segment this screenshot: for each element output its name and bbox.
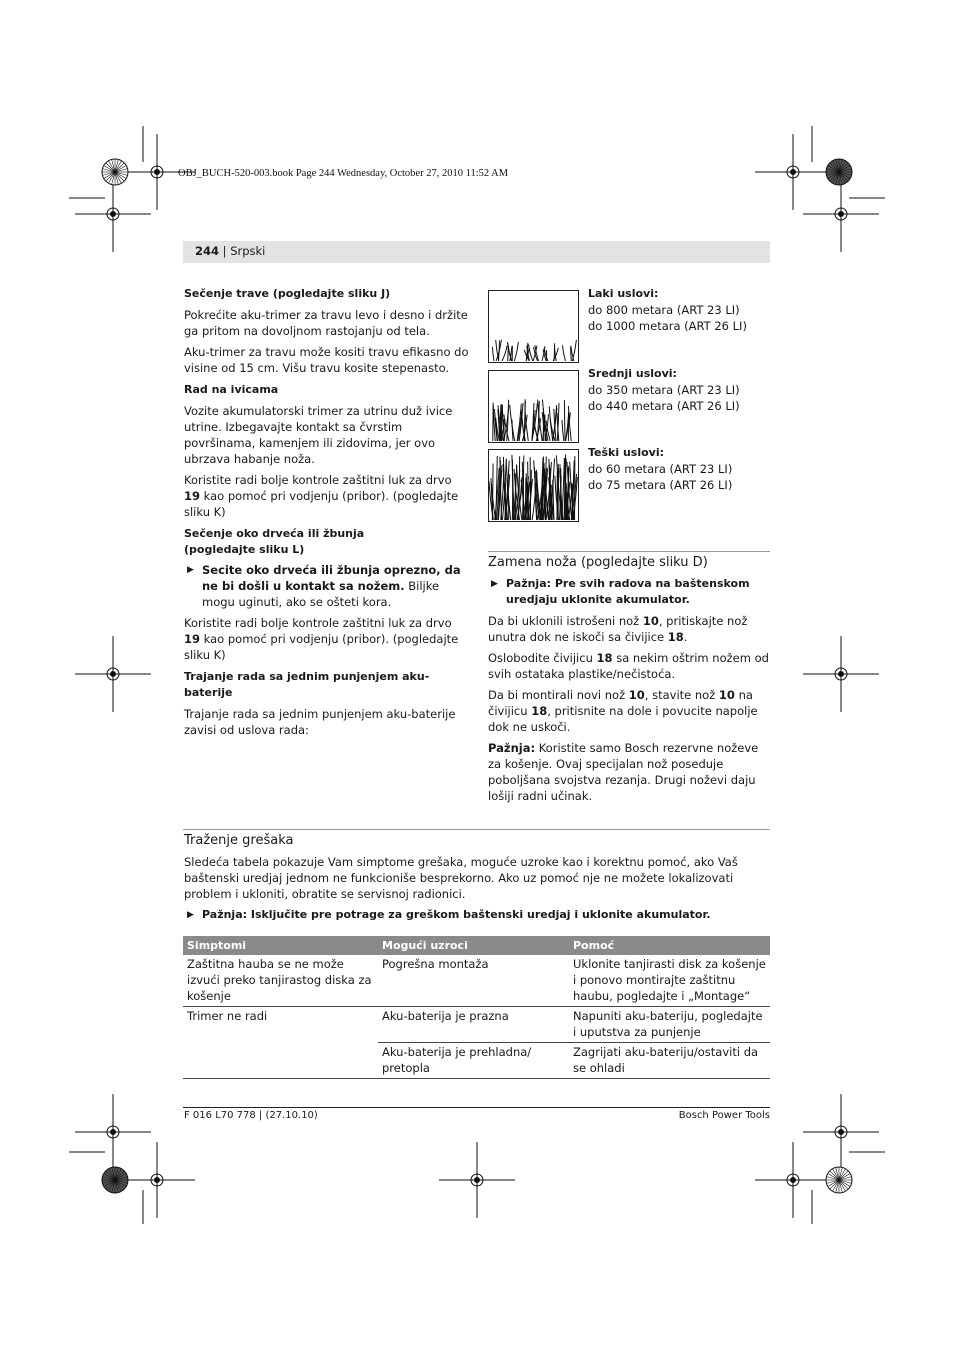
section-title-edging: Rad na ivicama (184, 383, 279, 396)
table-cell: Trimer ne radi (187, 1009, 268, 1023)
header-separator: | (219, 244, 231, 258)
bullet-triangle-icon: ▶ (491, 579, 498, 589)
print-header: OBJ_BUCH-520-003.book Page 244 Wednesday, October 27, 2010 11:52 AM (178, 168, 509, 179)
grass-heavy-image (488, 449, 579, 522)
troubleshoot-section (184, 833, 770, 928)
paragraph: Aku-trimer za travu može kositi travu efikasno do visine od 15 cm. Višu travu kosite stepenasto. (184, 345, 469, 375)
paragraph: Da bi uklonili istrošeni nož 10, pritiskajte nož unutra dok ne iskoči sa čivijice 18. (488, 614, 748, 644)
blade-section (488, 555, 770, 809)
condition-light: Laki uslovi: do 800 metara (ART 23 LI) do 1000 metara (ART 26 LI) (588, 287, 747, 333)
section-rule (183, 829, 770, 830)
section-title-trees: Sečenje oko drveća ili žbunja (pogledajte sliku L) (184, 527, 365, 556)
section-title-blade: Zamena noža (pogledajte sliku D) (488, 555, 708, 570)
table-cell: Uklonite tanjirasti disk za košenje i ponovo montirajte zaštitnu haubu, pogledajte i „Montage“ (573, 957, 766, 1003)
grass-light-image (488, 290, 579, 363)
paragraph: Koristite radi bolje kontrole zaštitni luk za drvo 19 kao pomoć pri vodjenju (pribor). (pogledajte sliku K) (184, 473, 459, 519)
paragraph: Oslobodite čivijicu 18 sa nekim oštrim nožem od svih ostataka plastike/nečistoća. (488, 651, 769, 681)
warning-bullet: ▶ Secite oko drveća ili žbunja oprezno, da ne bi došli u kontakt sa nožem. Biljke mogu uginuti, ako se ošteti kora. (187, 563, 461, 609)
table-row (183, 1007, 770, 1043)
table-cell: Napuniti aku-bateriju, pogledajte i uputstva za punjenje (569, 1007, 770, 1043)
bullet-triangle-icon: ▶ (187, 565, 194, 575)
paragraph: Vozite akumulatorski trimer za utrinu duž ivice utrine. Izbegavajte kontakt sa čvrstim površinama, kamenjem ili zidovima, jer ovo ubrzava habanje noža. (184, 404, 453, 466)
table-row (183, 1043, 770, 1079)
condition-heavy: Teški uslovi: do 60 metara (ART 23 LI) do 75 metara (ART 26 LI) (588, 446, 733, 492)
table-cell: Pogrešna montaža (382, 957, 489, 971)
table-cell: Aku-baterija je prehladna/ pretopla (382, 1045, 532, 1075)
paragraph: Pažnja: Koristite samo Bosch rezervne noževe za košenje. Ovaj specijalan nož poseduje poboljšana svojstva rezanja. Drugi noževi daju lošiji radni učinak. (488, 741, 759, 803)
footer-left: F 016 L70 778 | (27.10.10) (184, 1110, 318, 1121)
table-header: Simptomi (183, 936, 378, 955)
warning-bullet: ▶ Pažnja: Isključite pre potrage za greškom baštenski uredjaj i uklonite akumulator. (187, 908, 711, 921)
bullet-triangle-icon: ▶ (187, 910, 194, 920)
table-row (183, 955, 770, 1007)
left-column (184, 286, 469, 743)
table-header: Pomoć (569, 936, 770, 955)
paragraph: Sledeća tabela pokazuje Vam simptome grešaka, moguće uzroke kao i korektnu pomoć, ako Vaš baštenski uredjaj jednom ne funkcioniše besprekorno. Ako uz pomoć nje ne možete lokalizovati problem i ukloniti, obratite se servisnoj radionici. (184, 855, 738, 901)
table-cell: Zagrijati aku-bateriju/ostaviti da se ohladi (573, 1045, 759, 1075)
section-title-troubleshoot: Traženje grešaka (184, 833, 294, 848)
section-title-cutting-grass: Sečenje trave (pogledajte sliku J) (184, 287, 391, 300)
table-cell (183, 1043, 378, 1079)
table-cell: Aku-baterija je prazna (378, 1007, 569, 1043)
paragraph: Trajanje rada sa jednim punjenjem aku-baterije zavisi od uslova rada: (184, 707, 456, 737)
warning-bullet: ▶ Pažnja: Pre svih radova na baštenskom uredjaju uklonite akumulator. (491, 577, 750, 606)
troubleshoot-table (183, 936, 770, 1079)
page-header (195, 244, 265, 258)
footer-rule (183, 1107, 770, 1108)
header-language: Srpski (230, 244, 266, 258)
grass-medium-image (488, 370, 579, 443)
section-rule (488, 551, 770, 552)
page-number: 244 (195, 244, 220, 258)
table-header: Mogući uzroci (378, 936, 569, 955)
paragraph: Pokrećite aku-trimer za travu levo i desno i držite ga pritom na dovoljnom rastojanju od tela. (184, 308, 468, 338)
paragraph: Da bi montirali novi nož 10, stavite nož 10 na čivijicu 18, pritisnite na dole i povucite napolje dok ne uskoči. (488, 688, 758, 734)
page-header-bar (183, 241, 770, 263)
section-title-runtime: Trajanje rada sa jednim punjenjem aku-baterije (184, 670, 430, 699)
footer-right: Bosch Power Tools (678, 1110, 770, 1121)
paragraph: Koristite radi bolje kontrole zaštitni luk za drvo 19 kao pomoć pri vodjenju (pribor). (pogledajte sliku K) (184, 616, 459, 662)
condition-medium: Srednji uslovi: do 350 metara (ART 23 LI) do 440 metara (ART 26 LI) (588, 367, 740, 413)
table-cell: Zaštitna hauba se ne može izvući preko tanjirastog diska za košenje (187, 957, 372, 1003)
table-header-row (183, 936, 770, 955)
